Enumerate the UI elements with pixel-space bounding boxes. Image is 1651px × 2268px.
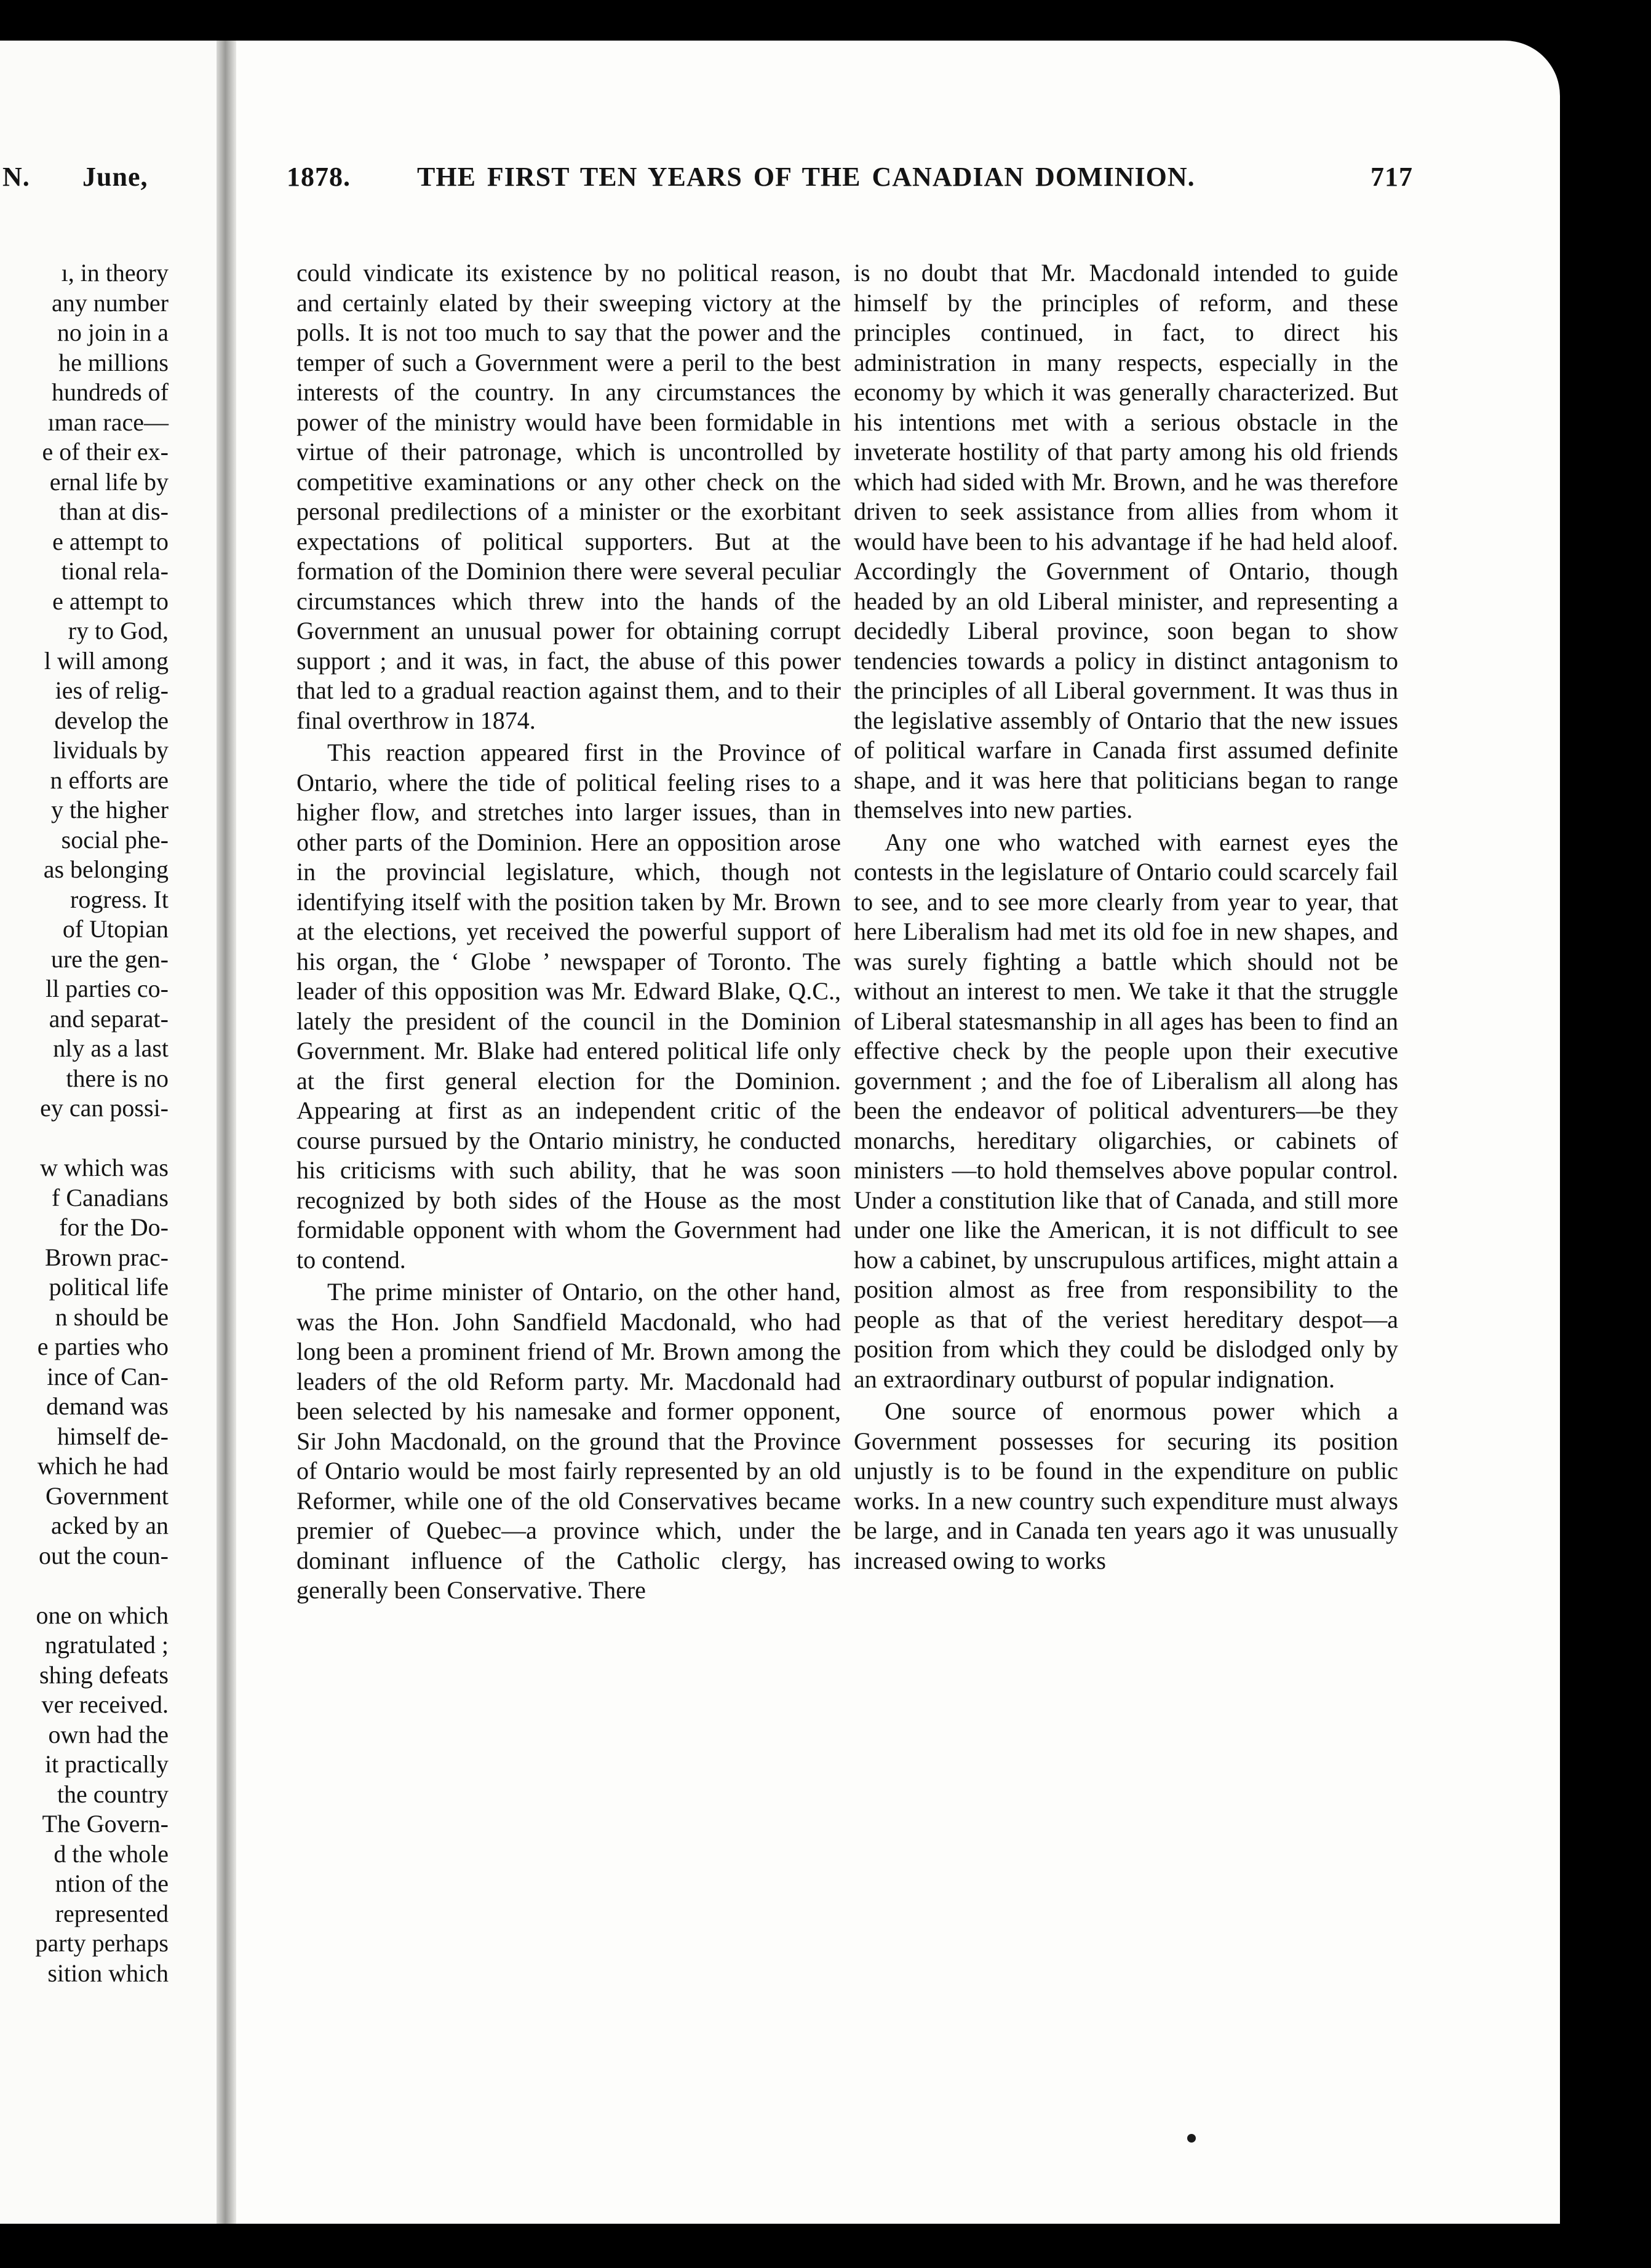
page-number: 717 xyxy=(1371,162,1413,192)
text-column-left xyxy=(296,258,841,1606)
facing-page-line: e attempt to xyxy=(52,587,169,615)
facing-page-line: develop the xyxy=(54,706,169,734)
facing-page-line: social phe- xyxy=(61,825,169,854)
facing-page-line: e attempt to xyxy=(52,527,169,555)
facing-page-line: ies of relig- xyxy=(55,676,169,704)
facing-page-line: out the coun- xyxy=(38,1541,169,1569)
facing-page-line: ey can possi- xyxy=(40,1094,169,1122)
facing-page-line: political life xyxy=(49,1273,169,1301)
facing-page-line: as belonging xyxy=(43,855,169,883)
ink-dot xyxy=(1187,2134,1196,2143)
paragraph: One source of enormous power which a Government possesses for securing its position unjustly is to be found in the expenditure on public works. In a new country such expenditure must always be large, and in Canada ten years ago it was unusually increased owing to works xyxy=(854,1397,1398,1574)
facing-page-line: Government xyxy=(46,1481,169,1510)
facing-page-line: which he had xyxy=(37,1452,169,1480)
facing-page-line xyxy=(0,1124,169,1154)
facing-page-line: represented xyxy=(55,1899,169,1927)
facing-page-line: ıman race— xyxy=(47,408,169,436)
facing-page-line: ry to God, xyxy=(68,617,169,644)
facing-page-line: ı, in theory xyxy=(61,259,169,287)
facing-page-line: ince of Can- xyxy=(47,1362,169,1390)
facing-page-line: hundreds of xyxy=(52,378,169,406)
facing-page-line: ernal life by xyxy=(49,467,169,496)
facing-page-line: ntion of the xyxy=(55,1870,169,1897)
facing-page-line: w which was xyxy=(40,1154,169,1181)
facing-page-line: own had the xyxy=(48,1720,169,1748)
facing-page-line: party perhaps xyxy=(35,1929,169,1957)
paragraph: is no doubt that Mr. Macdonald intended to guide himself by the principles of reform, and these principles continued, in fact, to direct his administration in many respects, especially in the economy by which it was generally characterized. But his intentions met with a serious obstacle in the inveterate hostility of that party among his old friends which had sided with Mr. Brown, and he was therefore driven to seek assistance from allies from whom it would have been to his advantage if he had held aloof. Accordingly the Government of Ontario, though headed by an old Liberal minister, and representing a decidedly Liberal province, soon began to show tendencies towards a policy in distinct antagonism to the principles of all Liberal government. It was thus in the legislative assembly of Ontario that the new issues of political warfare in Canada first assumed definite shape, and it was here that politicians began to range themselves into new parties. xyxy=(854,259,1398,823)
header-year: 1878. xyxy=(287,162,351,192)
facing-page-line xyxy=(0,1571,169,1601)
facing-page-line: shing defeats xyxy=(39,1660,169,1689)
facing-page-line: he millions xyxy=(58,348,169,376)
facing-page-line: ll parties co- xyxy=(46,975,169,1002)
facing-page-line: sition which xyxy=(47,1959,169,1987)
facing-header-left: N. xyxy=(2,162,30,192)
facing-page-line: e of their ex- xyxy=(42,438,169,466)
text-column-right xyxy=(854,258,1398,1576)
facing-page-line: y the higher xyxy=(50,796,169,823)
facing-page-line: than at dis- xyxy=(59,498,169,525)
facing-header-right: June, xyxy=(82,162,148,192)
running-title: THE FIRST TEN YEARS OF THE CANADIAN DOMINION. xyxy=(417,162,1195,192)
facing-page-line: acked by an xyxy=(50,1512,169,1539)
paragraph: Any one who watched with earnest eyes the contests in the legislature of Ontario could scarcely fail to see, and to see more clearly from year to year, that here Liberalism had met its old foe in new shapes, and was surely fighting a battle which should not be without an interest to men. We take it that the struggle of Liberal statesmanship in all ages has been to find an effective check by the people upon their executive government ; and the foe of Liberalism all along has been the endeavor of political adventurers—be they monarchs, hereditary oligarchies, or cabinets of ministers —to hold themselves above popular control. Under a constitution like that of Canada, and still more under one like the American, it is not difficult to see how a cabinet, by unscrupulous artifices, might attain a position almost as free from responsibility to the people as that of the veriest hereditary despot—a position from which they could be dislodged only by an extraordinary outburst of popular indignation. xyxy=(854,828,1398,1393)
facing-page-line: ngratulated ; xyxy=(44,1631,169,1659)
facing-page-line: f Canadians xyxy=(52,1183,169,1211)
paragraph: This reaction appeared first in the Province of Ontario, where the tide of political feeling rises to a higher flow, and stretches into larger issues, than in other parts of the Dominion. Here an opposition arose in the provincial legislature, which, though not identifying itself with the position taken by Mr. Brown at the elections, yet received the powerful support of his organ, the ‘ Globe ’ newspaper of Toronto. The leader of this opposition was Mr. Edward Blake, Q.C., lately the president of the council in the Dominion Government. Mr. Blake had entered political life only at the first general election for the Dominion. Appearing at first as an independent critic of the course pursued by the Ontario ministry, he conducted his criticisms with such ability, that he was soon recognized by both sides of the House as the most formidable opponent with whom the Government had to contend. xyxy=(296,739,841,1274)
facing-page-line: lividuals by xyxy=(53,736,169,764)
facing-page-line: there is no xyxy=(66,1064,169,1092)
facing-page-line: e parties who xyxy=(37,1333,169,1360)
facing-page-line: nly as a last xyxy=(53,1034,169,1062)
facing-page-line: l will among xyxy=(44,646,169,675)
paragraph: The prime minister of Ontario, on the other hand, was the Hon. John Sandfield Macdonald, who had long been a prominent friend of Mr. Brown among the leaders of the old Reform party. Mr. Macdonald had been selected by his namesake and former opponent, Sir John Macdonald, on the ground that the Province of Ontario would be most fairly represented by an old Reformer, while one of the old Conservatives became premier of Quebec—a province which, under the dominant influence of the Catholic clergy, has generally been Conservative. There xyxy=(296,1278,841,1604)
facing-page-line: any number xyxy=(52,288,169,317)
facing-page-line: and separat- xyxy=(49,1004,169,1033)
facing-page-line: ver received. xyxy=(41,1691,169,1718)
book-page xyxy=(236,41,1560,2224)
facing-page-line: n should be xyxy=(55,1303,169,1331)
facing-page-line: it practically xyxy=(44,1750,169,1778)
facing-page-line: ure the gen- xyxy=(50,945,169,973)
facing-page-line: the country xyxy=(57,1780,169,1808)
facing-page-line: no join in a xyxy=(57,319,169,346)
facing-page-line: n efforts are xyxy=(50,766,169,794)
facing-page-line: d the whole xyxy=(54,1839,169,1868)
facing-page-line: Brown prac- xyxy=(44,1243,169,1271)
facing-page-line: one on which xyxy=(36,1601,169,1629)
facing-page-fragment xyxy=(0,41,217,2224)
facing-page-line: The Govern- xyxy=(42,1810,169,1838)
facing-page-line: rogress. It xyxy=(70,885,169,913)
facing-page-text xyxy=(0,258,169,1988)
facing-page-line: of Utopian xyxy=(62,915,169,943)
book-gutter xyxy=(217,41,236,2224)
facing-page-line: demand was xyxy=(46,1392,169,1420)
facing-page-line: tional rela- xyxy=(61,557,169,585)
running-header xyxy=(287,161,1517,198)
facing-page-line: himself de- xyxy=(57,1422,169,1450)
paragraph: could vindicate its existence by no political reason, and certainly elated by their sweeping victory at the polls. It is not too much to say that the power and the temper of such a Government were a peril to the best interests of the country. In any circumstances the power of the ministry would have been formidable in virtue of their patronage, which is uncontrolled by competitive examinations or any other check on the personal predilections of a minister or the exorbitant expectations of political supporters. But at the formation of the Dominion there were several peculiar circumstances which threw into the hands of the Government an unusual power for obtaining corrupt support ; and it was, in fact, the abuse of this power that led to a gradual reaction against them, and to their final overthrow in 1874. xyxy=(296,259,841,734)
facing-page-line: for the Do- xyxy=(59,1213,169,1241)
